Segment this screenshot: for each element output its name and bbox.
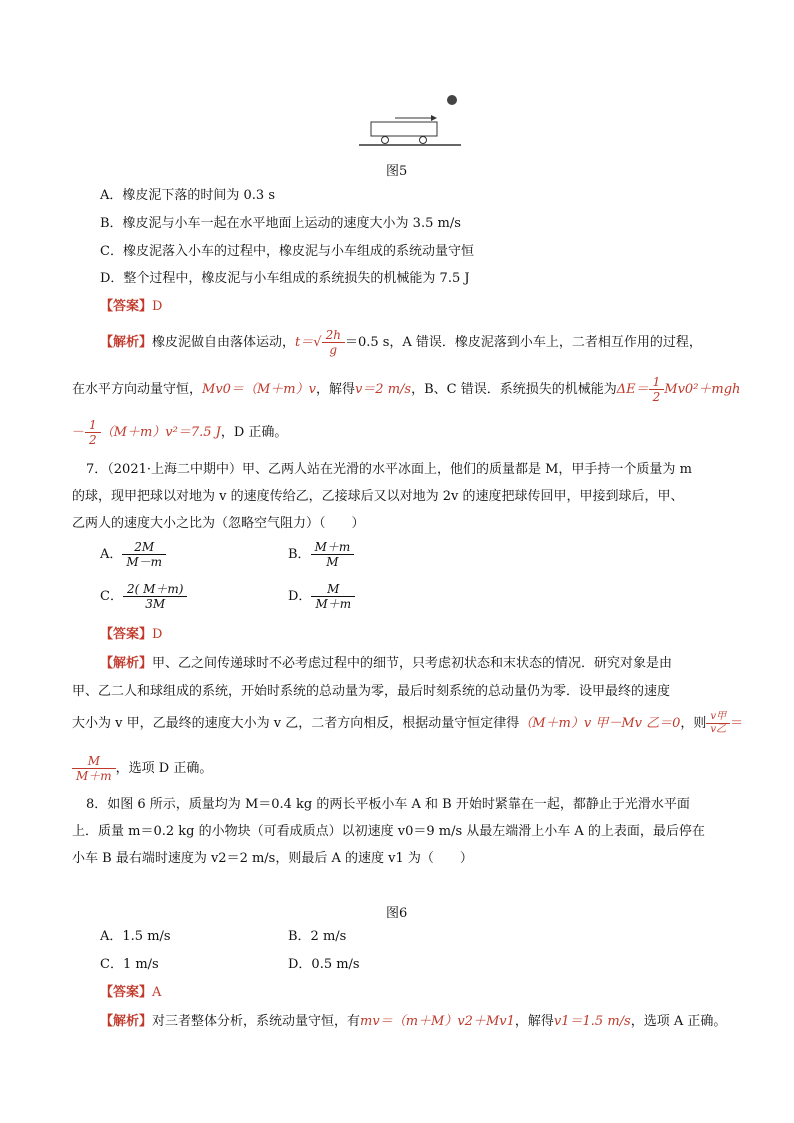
option-fraction: [123, 582, 187, 611]
fraction-denominator: M: [326, 555, 339, 569]
answer-value: D: [152, 299, 163, 314]
fraction-denominator: M＋m: [76, 769, 112, 783]
analysis-text: ，解得: [315, 382, 355, 397]
fraction-numerator: M: [72, 754, 116, 769]
figure-6-caption: 图6: [386, 906, 408, 921]
q6-option-b: B．橡皮泥与小车一起在水平地面上运动的速度大小为 3.5 m/s: [100, 216, 461, 231]
q7-stem-line-2: 的球，现甲把球以对地为 v 的速度传给乙，乙接球后又以对地为 2v 的速度把球传回甲，甲接到球后，甲、: [72, 489, 684, 504]
answer-value: A: [152, 985, 162, 1000]
q8-option-a: A．1.5 m/s: [100, 929, 171, 944]
momentum-equation: mv＝（m＋M）v2＋Mv1: [360, 1014, 515, 1029]
q7-answer: [100, 625, 162, 645]
option-label: A．: [100, 547, 123, 562]
option-fraction: [311, 582, 355, 611]
energy-loss-equation: （M＋m）v²＝7.5 J: [100, 425, 221, 440]
q7-analysis-line-4: [72, 752, 212, 786]
analysis-text: ，B、C 错误．系统损失的机械能为: [411, 382, 617, 397]
fraction-denominator: M＋m: [315, 597, 352, 611]
q6-analysis-line-2: [72, 375, 740, 404]
q8-stem-line-3: 小车 B 最右端时速度为 v2＝2 m/s，则最后 A 的速度 v1 为（ ）: [72, 851, 473, 866]
fraction-denominator: M－m: [126, 555, 163, 569]
analysis-text: 橡皮泥做自由落体运动，: [152, 335, 296, 350]
analysis-text: ，选项 D 正确。: [115, 761, 213, 776]
equals-sign: ＝: [730, 716, 744, 731]
analysis-text: 在水平方向动量守恒，: [72, 382, 203, 397]
analysis-label: 【解析】: [100, 1014, 153, 1029]
q7-option-c: [100, 582, 187, 611]
q7-option-b: [288, 540, 354, 569]
fraction-numerator: 2( M＋m): [123, 582, 187, 597]
velocity-result: v1＝1.5 m/s: [553, 1014, 631, 1029]
answer-label: 【答案】: [100, 985, 153, 1000]
momentum-equation: Mv0＝（M＋m）v: [202, 382, 316, 397]
fraction-numerator: M: [311, 582, 355, 597]
option-label: C．: [100, 589, 123, 604]
momentum-equation: （M＋m）v 甲－Mv 乙＝0: [519, 716, 681, 731]
q6-option-a: A．橡皮泥下落的时间为 0.3 s: [100, 188, 275, 203]
fraction-numerator: 1: [649, 375, 665, 390]
option-label: D．: [288, 589, 312, 604]
analysis-text: 对三者整体分析，系统动量守恒，有: [152, 1014, 361, 1029]
cart-wheel-left: [382, 137, 389, 144]
q6-answer: [100, 297, 162, 317]
q7-stem-line-3: 乙两人的速度大小之比为（忽略空气阻力）（ ）: [72, 516, 365, 531]
sqrt-denominator: g: [329, 343, 338, 357]
result-fraction: [72, 754, 116, 783]
half-fraction: [649, 375, 665, 404]
q6-option-c: C．橡皮泥落入小车的过程中，橡皮泥与小车组成的系统动量守恒: [100, 244, 474, 259]
q8-option-b: B．2 m/s: [288, 929, 347, 944]
analysis-text: ，则: [680, 716, 707, 731]
figure-5-caption: 图5: [386, 164, 408, 179]
q7-analysis-line-1: [100, 654, 672, 674]
fraction-numerator: 2M: [122, 540, 166, 555]
sqrt-formula: √ $\frac{2h}{g}$: [313, 328, 345, 357]
fraction-numerator: v甲: [706, 711, 730, 724]
q8-option-c: C．1 m/s: [100, 957, 159, 972]
answer-label: 【答案】: [100, 299, 153, 314]
velocity-ratio-fraction: [706, 711, 730, 736]
analysis-text: ，解得: [514, 1014, 554, 1029]
analysis-text: ，选项 A 正确。: [630, 1014, 727, 1029]
answer-value: D: [152, 627, 163, 642]
q8-stem-line-1: 8．如图 6 所示，质量均为 M＝0.4 kg 的两长平板小车 A 和 B 开始时紧靠在一起，都静止于光滑水平面: [86, 797, 690, 812]
q7-analysis-line-3: [72, 706, 743, 742]
q6-analysis-line-1: [100, 328, 702, 357]
energy-symbol: ΔE＝: [616, 382, 649, 397]
q7-analysis-line-2: 甲、乙二人和球组成的系统，开始时系统的总动量为零，最后时刻系统的总动量仍为零．设甲最终的速度: [72, 684, 671, 699]
q6-analysis-line-3: [72, 418, 287, 447]
q7-option-a: [100, 540, 166, 569]
analysis-text: 大小为 v 甲，乙最终的速度大小为 v 乙，二者方向相反，根据动量守恒定律得: [72, 716, 520, 731]
figure-5-cart-diagram: [355, 90, 465, 152]
q8-option-d: D．0.5 m/s: [288, 957, 360, 972]
q7-option-d: [288, 582, 355, 611]
fraction-numerator: M＋m: [311, 540, 355, 555]
q8-answer: [100, 983, 161, 1003]
analysis-text: 甲、乙之间传递球时不必考虑过程中的细节，只考虑初状态和末状态的情况．研究对象是由: [152, 656, 673, 671]
analysis-label: 【解析】: [100, 656, 153, 671]
fraction-numerator: 1: [85, 418, 101, 433]
analysis-label: 【解析】: [100, 335, 153, 350]
analysis-text: ＝0.5 s，A 错误．橡皮泥落到小车上，二者相互作用的过程，: [344, 335, 702, 350]
putty-ball: [447, 95, 457, 105]
formula-t: t＝: [295, 335, 314, 350]
analysis-text: ，D 正确。: [220, 425, 288, 440]
q6-option-d: D．整个过程中，橡皮泥与小车组成的系统损失的机械能为 7.5 J: [100, 271, 470, 286]
energy-expression: Mv0²＋mgh: [664, 382, 741, 397]
fraction-denominator: v乙: [710, 724, 727, 735]
fraction-denominator: 3M: [145, 597, 166, 611]
option-fraction: [122, 540, 166, 569]
option-label: B．: [288, 547, 311, 562]
cart-body: [371, 122, 437, 136]
fraction-denominator: 2: [89, 433, 97, 447]
velocity-result: v＝2 m/s: [354, 382, 412, 397]
sqrt-numerator: 2h: [322, 328, 345, 343]
q8-analysis-line-1: [100, 1012, 726, 1032]
q7-stem-line-1: 7．（2021·上海二中期中）甲、乙两人站在光滑的水平冰面上，他们的质量都是 M，甲手持一个质量为 m: [86, 462, 692, 477]
velocity-arrow-head: [431, 115, 437, 121]
q8-stem-line-2: 上．质量 m＝0.2 kg 的小物块（可看成质点）以初速度 v0＝9 m/s 从最左端滑上小车 A 的上表面，最后停在: [72, 824, 705, 839]
cart-wheel-right: [420, 137, 427, 144]
half-fraction: [85, 418, 101, 447]
fraction-denominator: 2: [652, 390, 661, 404]
answer-label: 【答案】: [100, 627, 153, 642]
option-fraction: [311, 540, 355, 569]
minus-sign: －: [72, 425, 86, 440]
